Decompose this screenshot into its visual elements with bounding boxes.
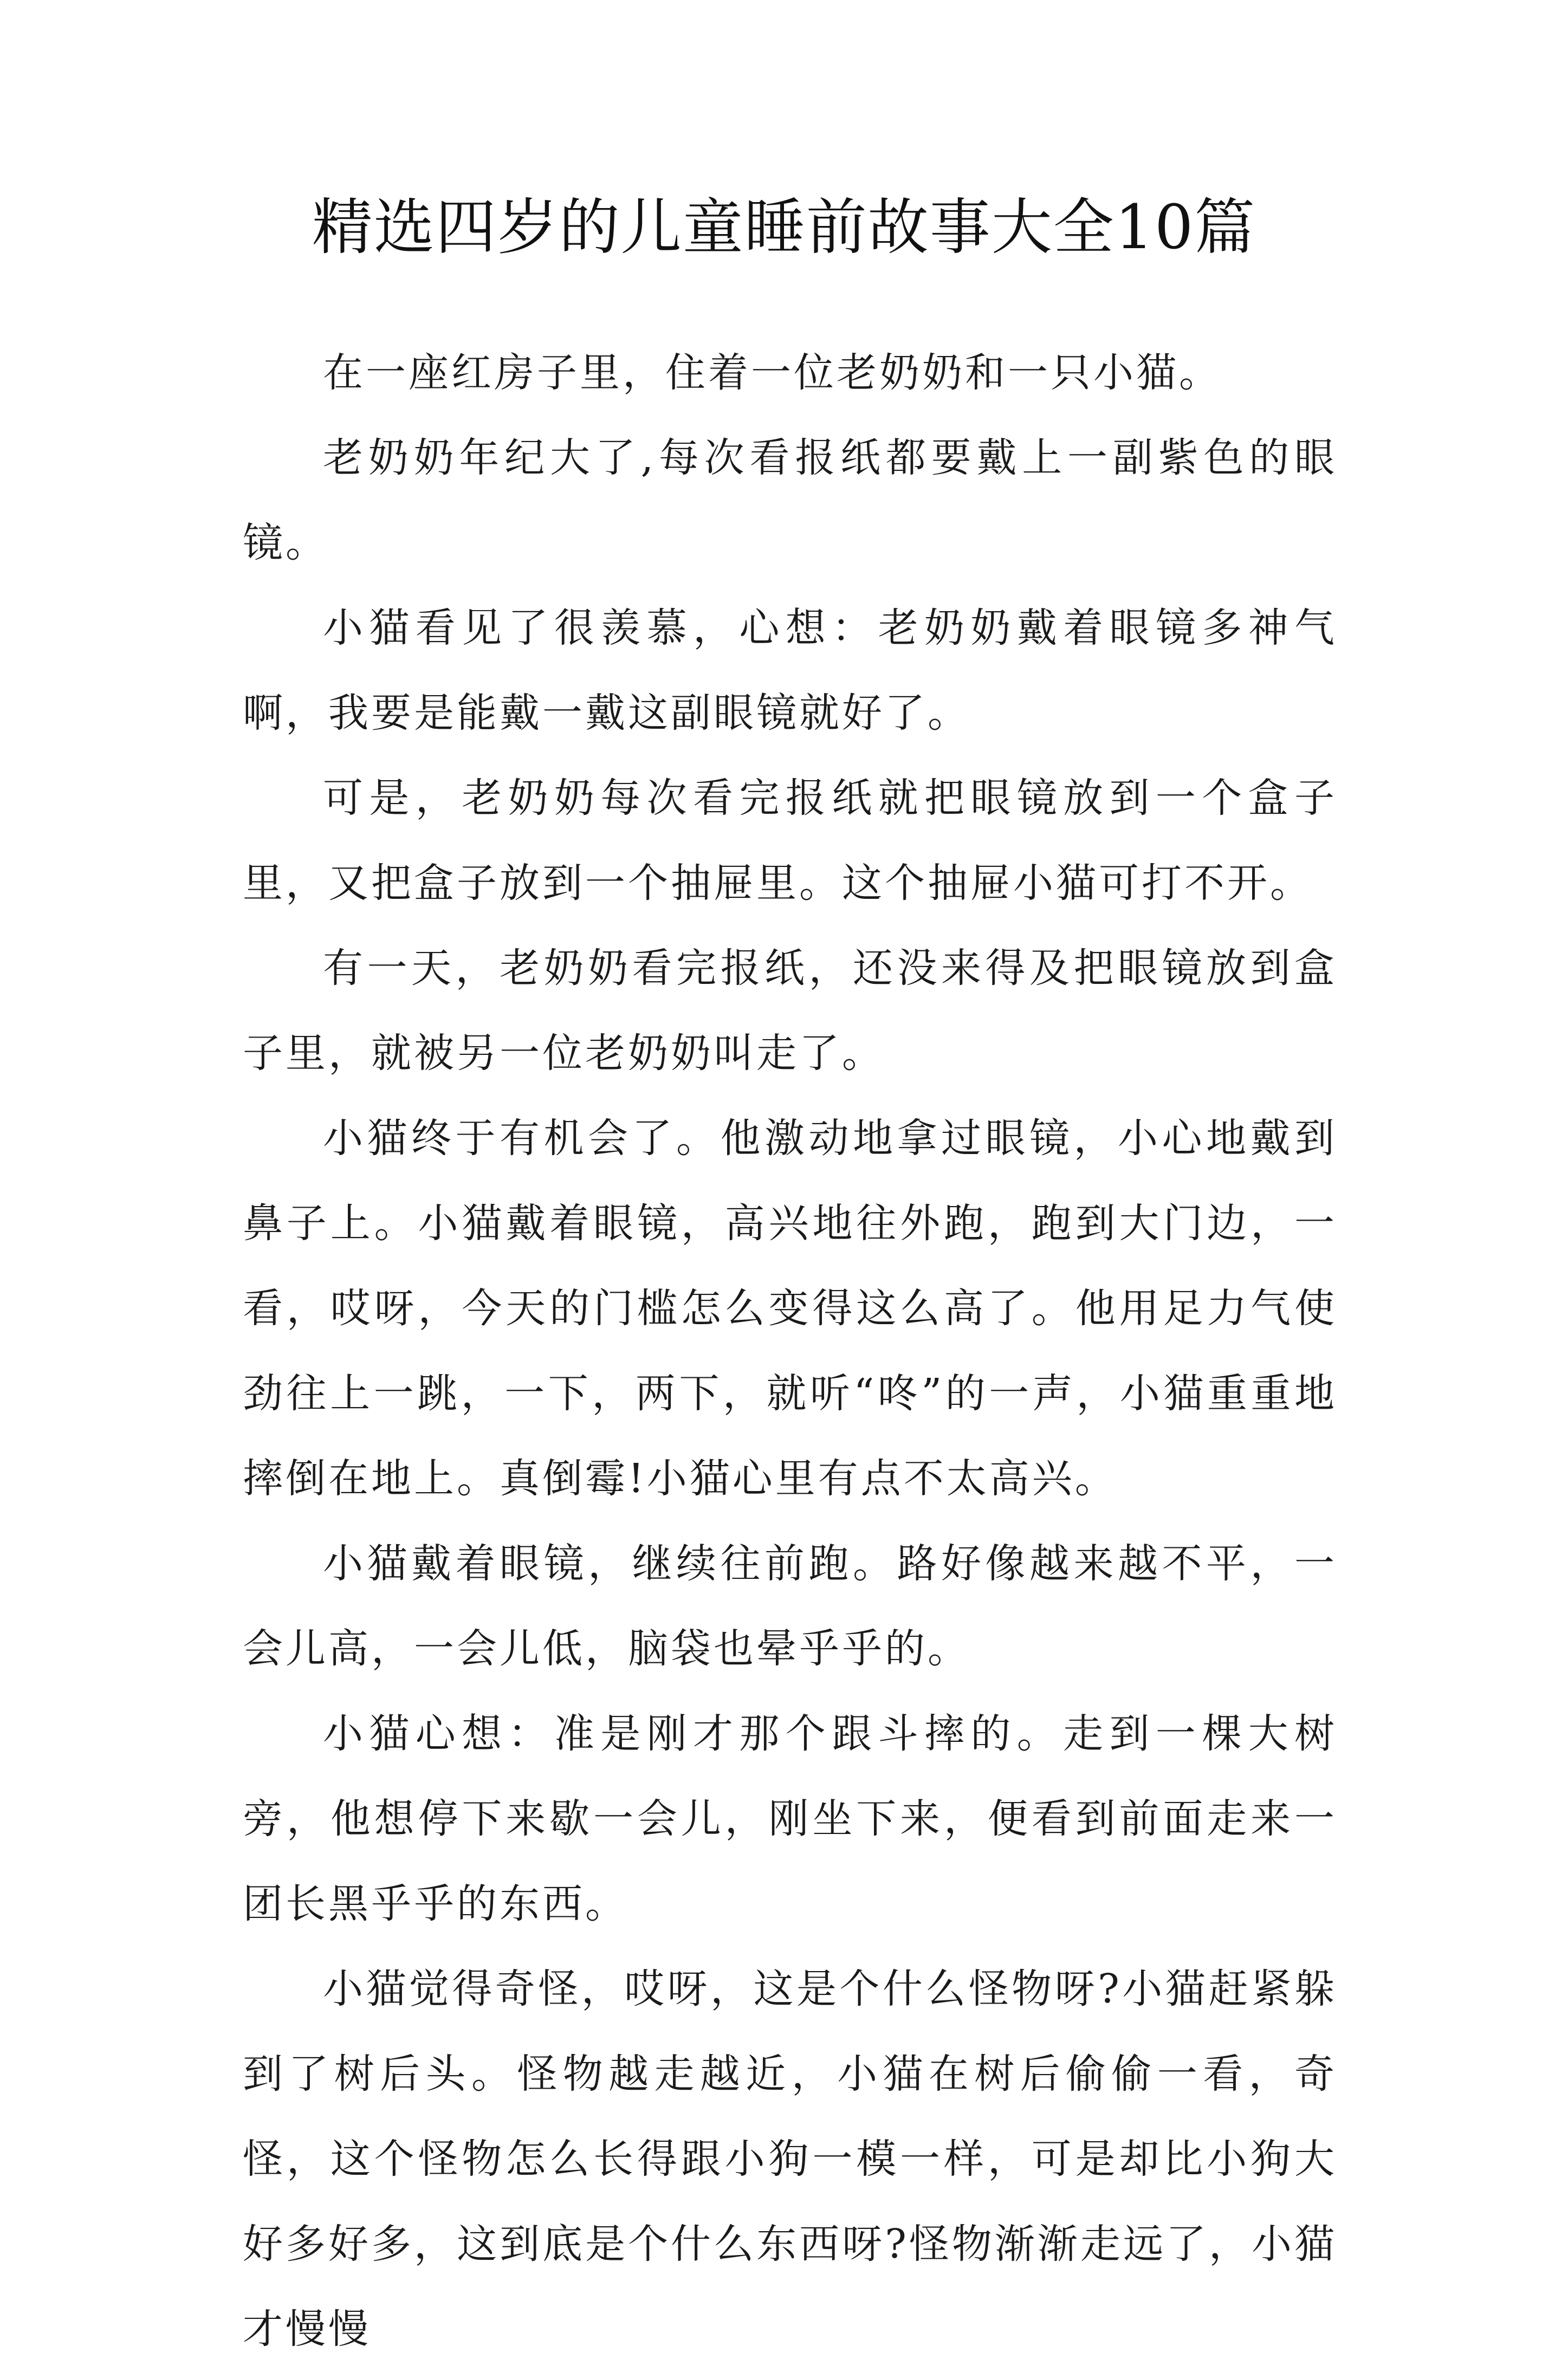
paragraph: 有一天，老奶奶看完报纸，还没来得及把眼镜放到盒子里，就被另一位老奶奶叫走了。 (243, 945, 1337, 1077)
paragraph: 小猫心想：准是刚才那个跟斗摔的。走到一棵大树旁，他想停下来歇一会儿，刚坐下来，便看到前面走来一团长黑乎乎的东西。 (243, 1710, 1337, 1927)
paragraph: 小猫戴着眼镜，继续往前跑。路好像越来越不平，一会儿高，一会儿低，脑袋也晕乎乎的。 (243, 1540, 1337, 1672)
paragraph: 在一座红房子里，住着一位老奶奶和一只小猫。 (323, 349, 1222, 396)
paragraph: 可是，老奶奶每次看完报纸就把眼镜放到一个盒子里，又把盒子放到一个抽屉里。这个抽屉小猫可打不开。 (243, 775, 1337, 906)
paragraph: 小猫看见了很羡慕，心想：老奶奶戴着眼镜多神气啊，我要是能戴一戴这副眼镜就好了。 (243, 605, 1337, 736)
document-title: 精选四岁的儿童睡前故事大全10篇 (312, 192, 1256, 263)
paragraph: 老奶奶年纪大了,每次看报纸都要戴上一副紫色的眼镜。 (243, 435, 1337, 566)
document-body (243, 330, 1337, 2372)
paragraph: 小猫觉得奇怪，哎呀，这是个什么怪物呀?小猫赶紧躲到了树后头。怪物越走越近，小猫在树后偷偷一看，奇怪，这个怪物怎么长得跟小狗一模一样，可是却比小狗大好多好多，这到底是个什么东西呀?怪物渐渐走远了，小猫才慢慢 (243, 1966, 1337, 2352)
paragraph: 小猫终于有机会了。他激动地拿过眼镜，小心地戴到鼻子上。小猫戴着眼镜，高兴地往外跑，跑到大门边，一看，哎呀，今天的门槛怎么变得这么高了。他用足力气使劲往上一跳，一下，两下，就听“咚”的一声，小猫重重地摔倒在地上。真倒霉!小猫心里有点不太高兴。 (243, 1115, 1337, 1502)
